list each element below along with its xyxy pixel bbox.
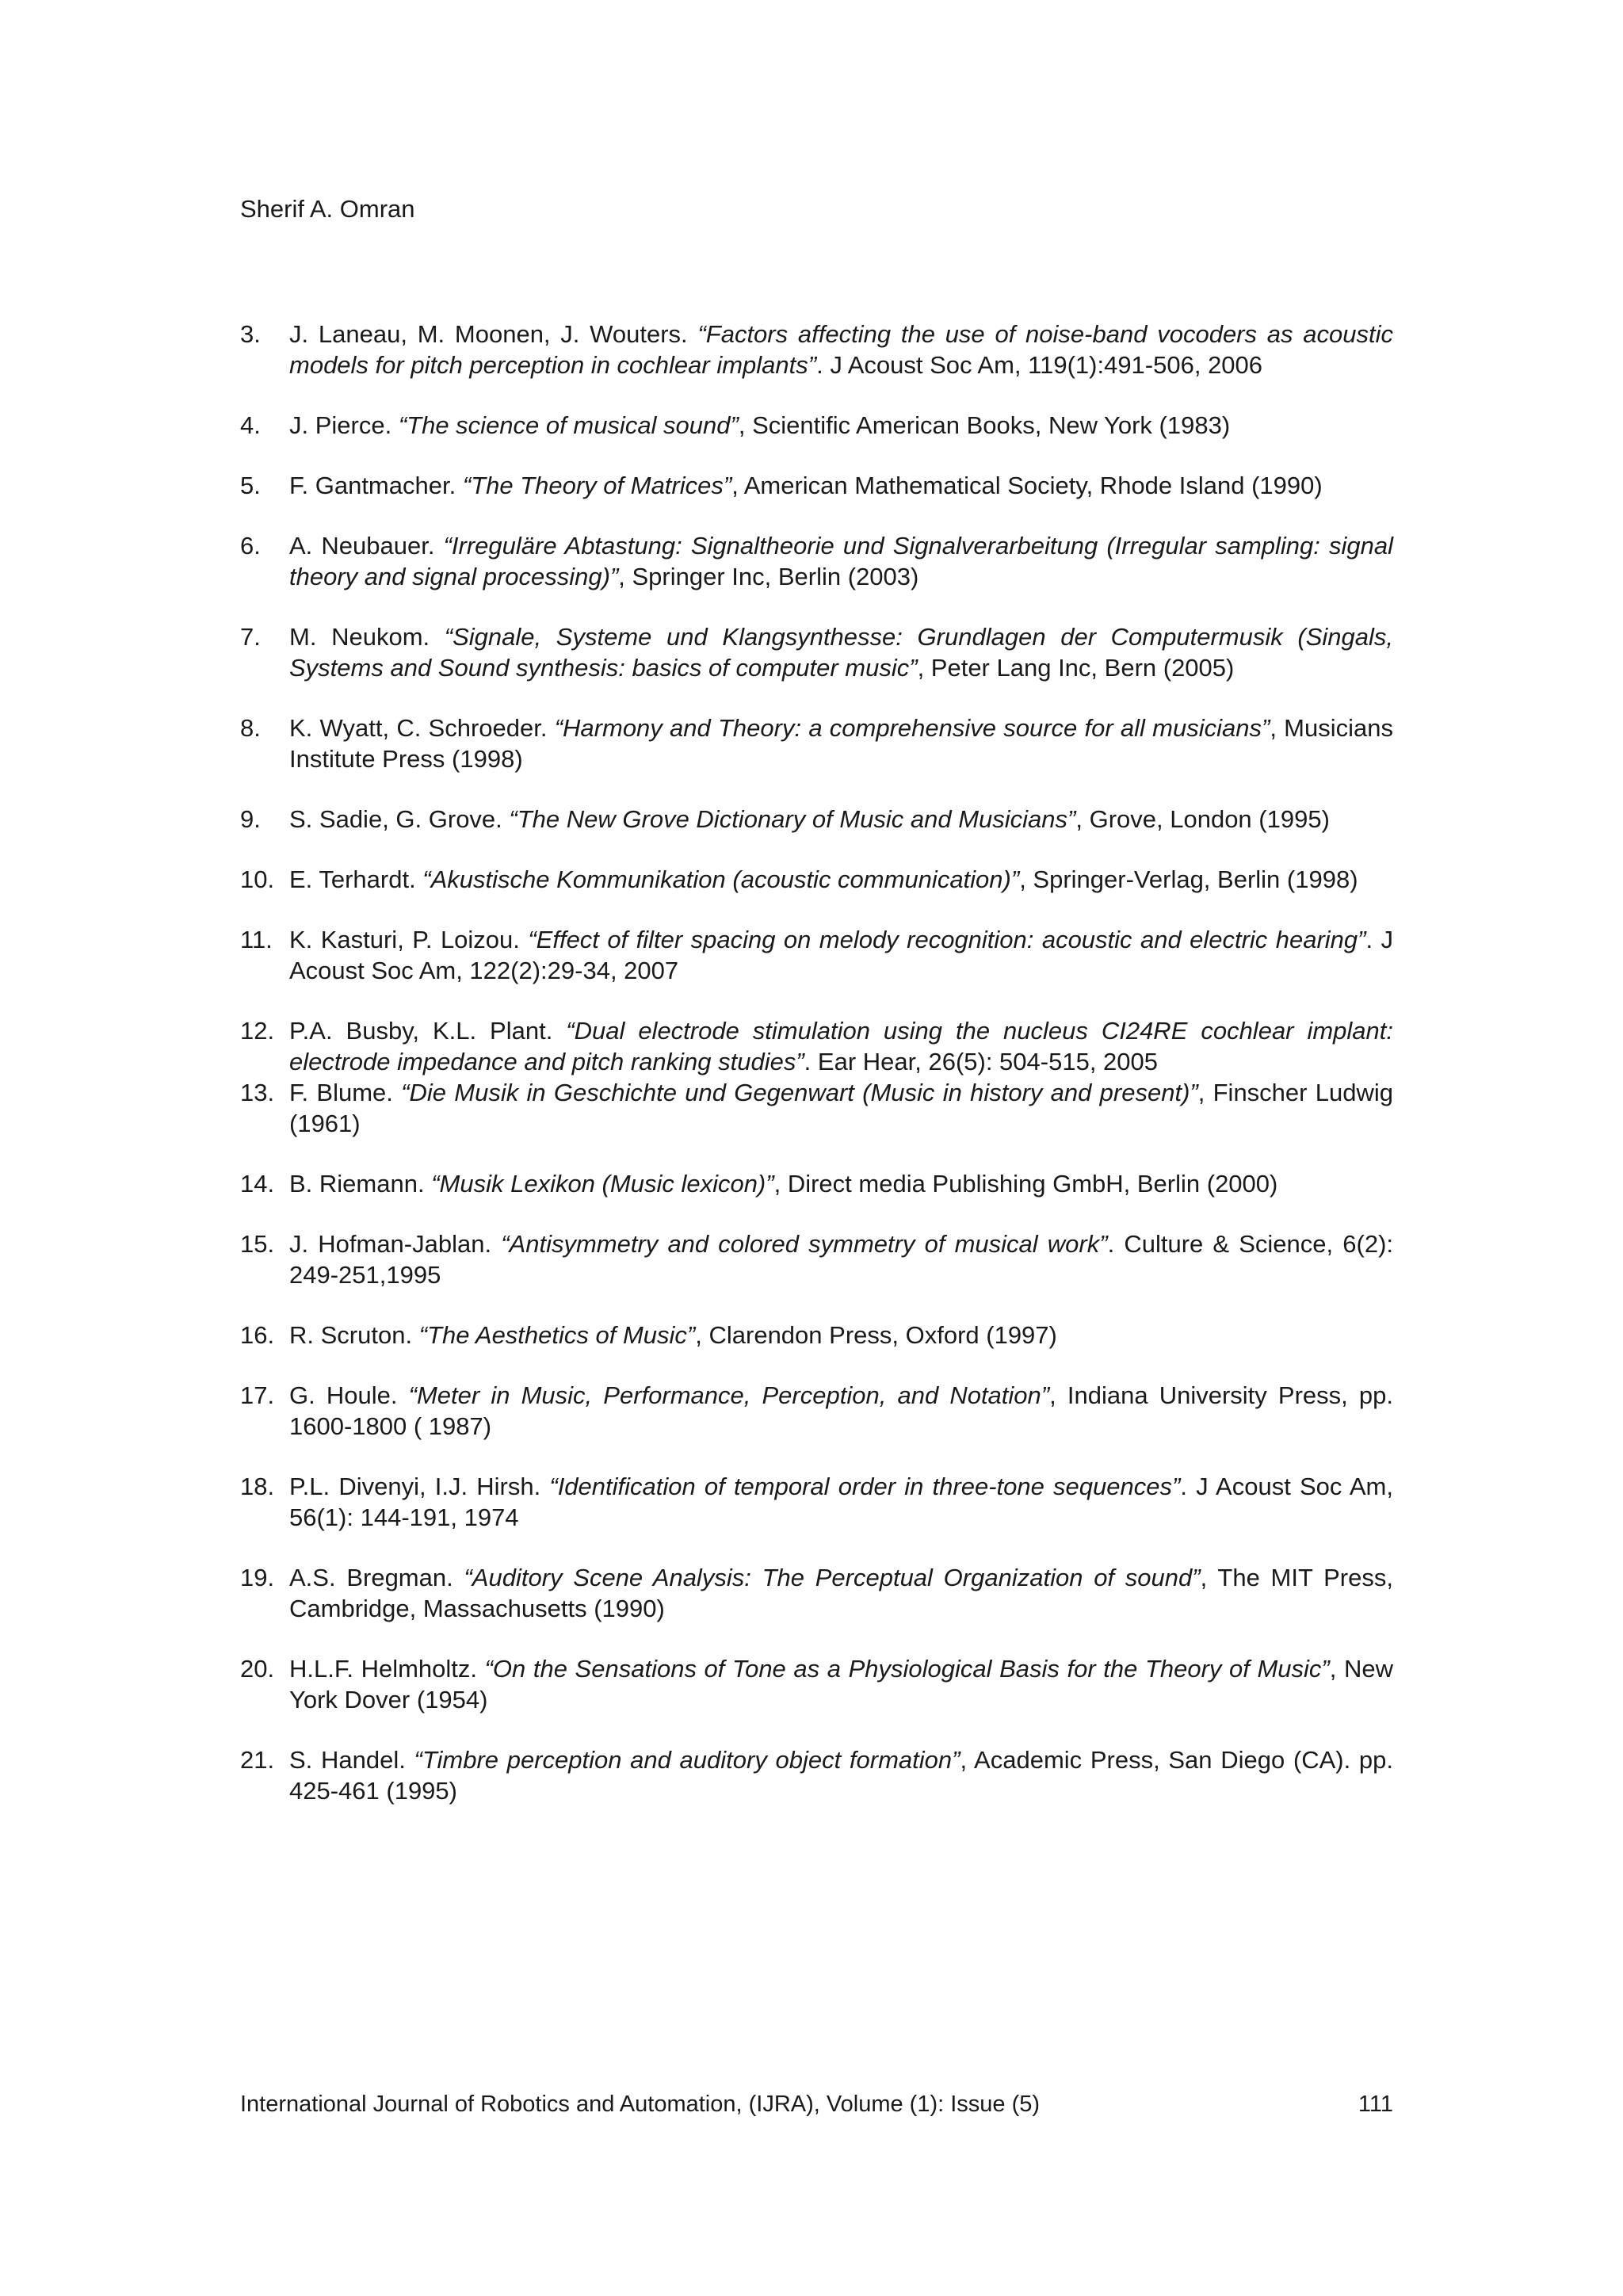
reference-source: , The MIT Press, Cambridge, Massachusetts (1990) xyxy=(289,1564,1393,1622)
reference-authors: F. Gantmacher. xyxy=(289,472,463,499)
reference-number: 21. xyxy=(240,1746,275,1774)
reference-number: 17. xyxy=(240,1381,275,1409)
reference-source: . Culture & Science, 6(2): 249-251,1995 xyxy=(289,1230,1394,1289)
reference-source: . J Acoust Soc Am, 119(1):491-506, 2006 xyxy=(816,351,1263,379)
reference-item xyxy=(240,470,1393,501)
reference-source: , Indiana University Press, pp. 1600-1800 ( 1987) xyxy=(289,1381,1394,1440)
reference-title: “Akustische Kommunikation (acoustic communication)” xyxy=(422,865,1020,893)
reference-number: 5. xyxy=(240,472,261,499)
reference-authors: B. Riemann. xyxy=(289,1170,432,1198)
reference-number: 19. xyxy=(240,1564,275,1591)
reference-title: “Timbre perception and auditory object formation” xyxy=(414,1746,960,1774)
reference-authors: P.L. Divenyi, I.J. Hirsh. xyxy=(289,1473,550,1500)
reference-authors: A.S. Bregman. xyxy=(289,1564,464,1591)
reference-title: “Dual electrode stimulation using the nucleus CI24RE cochlear implant: electrode impedance and pitch ranking studies” xyxy=(289,1017,1393,1075)
reference-item xyxy=(240,410,1393,441)
reference-source: , Springer Inc, Berlin (2003) xyxy=(618,563,919,590)
reference-title: “On the Sensations of Tone as a Physiological Basis for the Theory of Music” xyxy=(484,1655,1330,1683)
reference-authors: P.A. Busby, K.L. Plant. xyxy=(289,1017,567,1045)
reference-item xyxy=(240,1168,1393,1199)
reference-title: “The Aesthetics of Music” xyxy=(418,1321,696,1349)
reference-title: “The New Grove Dictionary of Music and Musicians” xyxy=(509,805,1076,833)
reference-item xyxy=(240,864,1393,895)
reference-authors: F. Blume. xyxy=(289,1079,402,1106)
reference-item xyxy=(240,1562,1393,1624)
reference-item xyxy=(240,712,1393,774)
reference-number: 11. xyxy=(240,926,273,953)
reference-authors: J. Laneau, M. Moonen, J. Wouters. xyxy=(289,320,698,348)
reference-authors: J. Pierce. xyxy=(289,411,399,439)
reference-authors: H.L.F. Helmholtz. xyxy=(289,1655,485,1683)
reference-authors: G. Houle. xyxy=(289,1381,409,1409)
reference-number: 4. xyxy=(240,411,261,439)
reference-item xyxy=(240,804,1393,835)
reference-title: “Factors affecting the use of noise-band vocoders as acoustic models for pitch perception in cochlear implants” xyxy=(289,320,1394,379)
reference-title: “Musik Lexikon (Music lexicon)” xyxy=(431,1170,774,1198)
reference-authors: S. Handel. xyxy=(289,1746,414,1774)
reference-title: “Auditory Scene Analysis: The Perceptual Organization of sound” xyxy=(464,1564,1201,1591)
reference-number: 7. xyxy=(240,623,261,651)
reference-source: , Scientific American Books, New York (1983) xyxy=(738,411,1231,439)
reference-title: “Harmony and Theory: a comprehensive source for all musicians” xyxy=(554,714,1270,742)
reference-title: “Identification of temporal order in three-tone sequences” xyxy=(549,1473,1181,1500)
reference-list xyxy=(240,319,1393,1836)
reference-item xyxy=(240,1380,1393,1442)
reference-authors: E. Terhardt. xyxy=(289,865,423,893)
reference-item xyxy=(240,1744,1393,1806)
reference-authors: M. Neukom. xyxy=(289,623,445,651)
reference-item xyxy=(240,1653,1393,1715)
reference-title: “Meter in Music, Performance, Perception, and Notation” xyxy=(408,1381,1050,1409)
reference-number: 10. xyxy=(240,865,275,893)
footer-journal: International Journal of Robotics and Automation, (IJRA), Volume (1): Issue (5) xyxy=(240,2092,1041,2117)
reference-source: , Grove, London (1995) xyxy=(1075,805,1330,833)
reference-source: . Ear Hear, 26(5): 504-515, 2005 xyxy=(804,1048,1159,1075)
reference-source: , Peter Lang Inc, Bern (2005) xyxy=(917,654,1235,682)
reference-title: “Irreguläre Abtastung: Signaltheorie und Signalverarbeitung (Irregular sampling: signal theory and signal processing)” xyxy=(289,532,1393,590)
reference-source: . J Acoust Soc Am, 122(2):29-34, 2007 xyxy=(289,926,1394,984)
reference-authors: J. Hofman-Jablan. xyxy=(289,1230,502,1258)
reference-title: “Antisymmetry and colored symmetry of musical work” xyxy=(501,1230,1108,1258)
page-footer xyxy=(240,2089,1393,2119)
reference-item xyxy=(240,319,1393,380)
reference-item xyxy=(240,1077,1393,1139)
reference-number: 13. xyxy=(240,1079,275,1106)
reference-title: “Effect of filter spacing on melody recognition: acoustic and electric hearing” xyxy=(528,926,1366,953)
reference-number: 9. xyxy=(240,805,261,833)
reference-source: , Springer-Verlag, Berlin (1998) xyxy=(1019,865,1358,893)
running-head-author: Sherif A. Omran xyxy=(240,195,415,223)
reference-number: 20. xyxy=(240,1655,275,1683)
reference-title: “Signale, Systeme und Klangsynthesse: Grundlagen der Computermusik (Singals, Systems and Sound synthesis: basics of computer music” xyxy=(289,623,1393,682)
reference-source: , Finscher Ludwig (1961) xyxy=(289,1079,1394,1137)
reference-source: , Musicians Institute Press (1998) xyxy=(289,714,1393,773)
reference-number: 6. xyxy=(240,532,261,560)
reference-item xyxy=(240,924,1393,986)
reference-number: 8. xyxy=(240,714,261,742)
reference-number: 12. xyxy=(240,1017,275,1045)
reference-number: 3. xyxy=(240,320,261,348)
reference-title: “Die Musik in Geschichte und Gegenwart (Music in history and present)” xyxy=(401,1079,1198,1106)
reference-source: , Clarendon Press, Oxford (1997) xyxy=(695,1321,1057,1349)
reference-authors: R. Scruton. xyxy=(289,1321,419,1349)
reference-authors: K. Wyatt, C. Schroeder. xyxy=(289,714,555,742)
reference-source: , Academic Press, San Diego (CA). pp. 425-461 (1995) xyxy=(289,1746,1393,1805)
reference-number: 18. xyxy=(240,1473,275,1500)
reference-item xyxy=(240,621,1393,683)
reference-source: , Direct media Publishing GmbH, Berlin (2000) xyxy=(773,1170,1278,1198)
reference-source: , New York Dover (1954) xyxy=(289,1655,1393,1713)
page-number: 111 xyxy=(1358,2092,1393,2117)
reference-item xyxy=(240,1471,1393,1533)
reference-title: “The Theory of Matrices” xyxy=(462,472,732,499)
reference-item xyxy=(240,1228,1393,1290)
reference-authors: S. Sadie, G. Grove. xyxy=(289,805,510,833)
reference-number: 14. xyxy=(240,1170,275,1198)
reference-authors: A. Neubauer. xyxy=(289,532,444,560)
reference-title: “The science of musical sound” xyxy=(398,411,739,439)
reference-item xyxy=(240,530,1393,592)
reference-number: 16. xyxy=(240,1321,275,1349)
reference-number: 15. xyxy=(240,1230,275,1258)
reference-item xyxy=(240,1320,1393,1350)
reference-authors: K. Kasturi, P. Loizou. xyxy=(289,926,529,953)
reference-source: . J Acoust Soc Am, 56(1): 144-191, 1974 xyxy=(289,1473,1393,1531)
reference-source: , American Mathematical Society, Rhode Island (1990) xyxy=(731,472,1323,499)
reference-item xyxy=(240,1015,1393,1077)
